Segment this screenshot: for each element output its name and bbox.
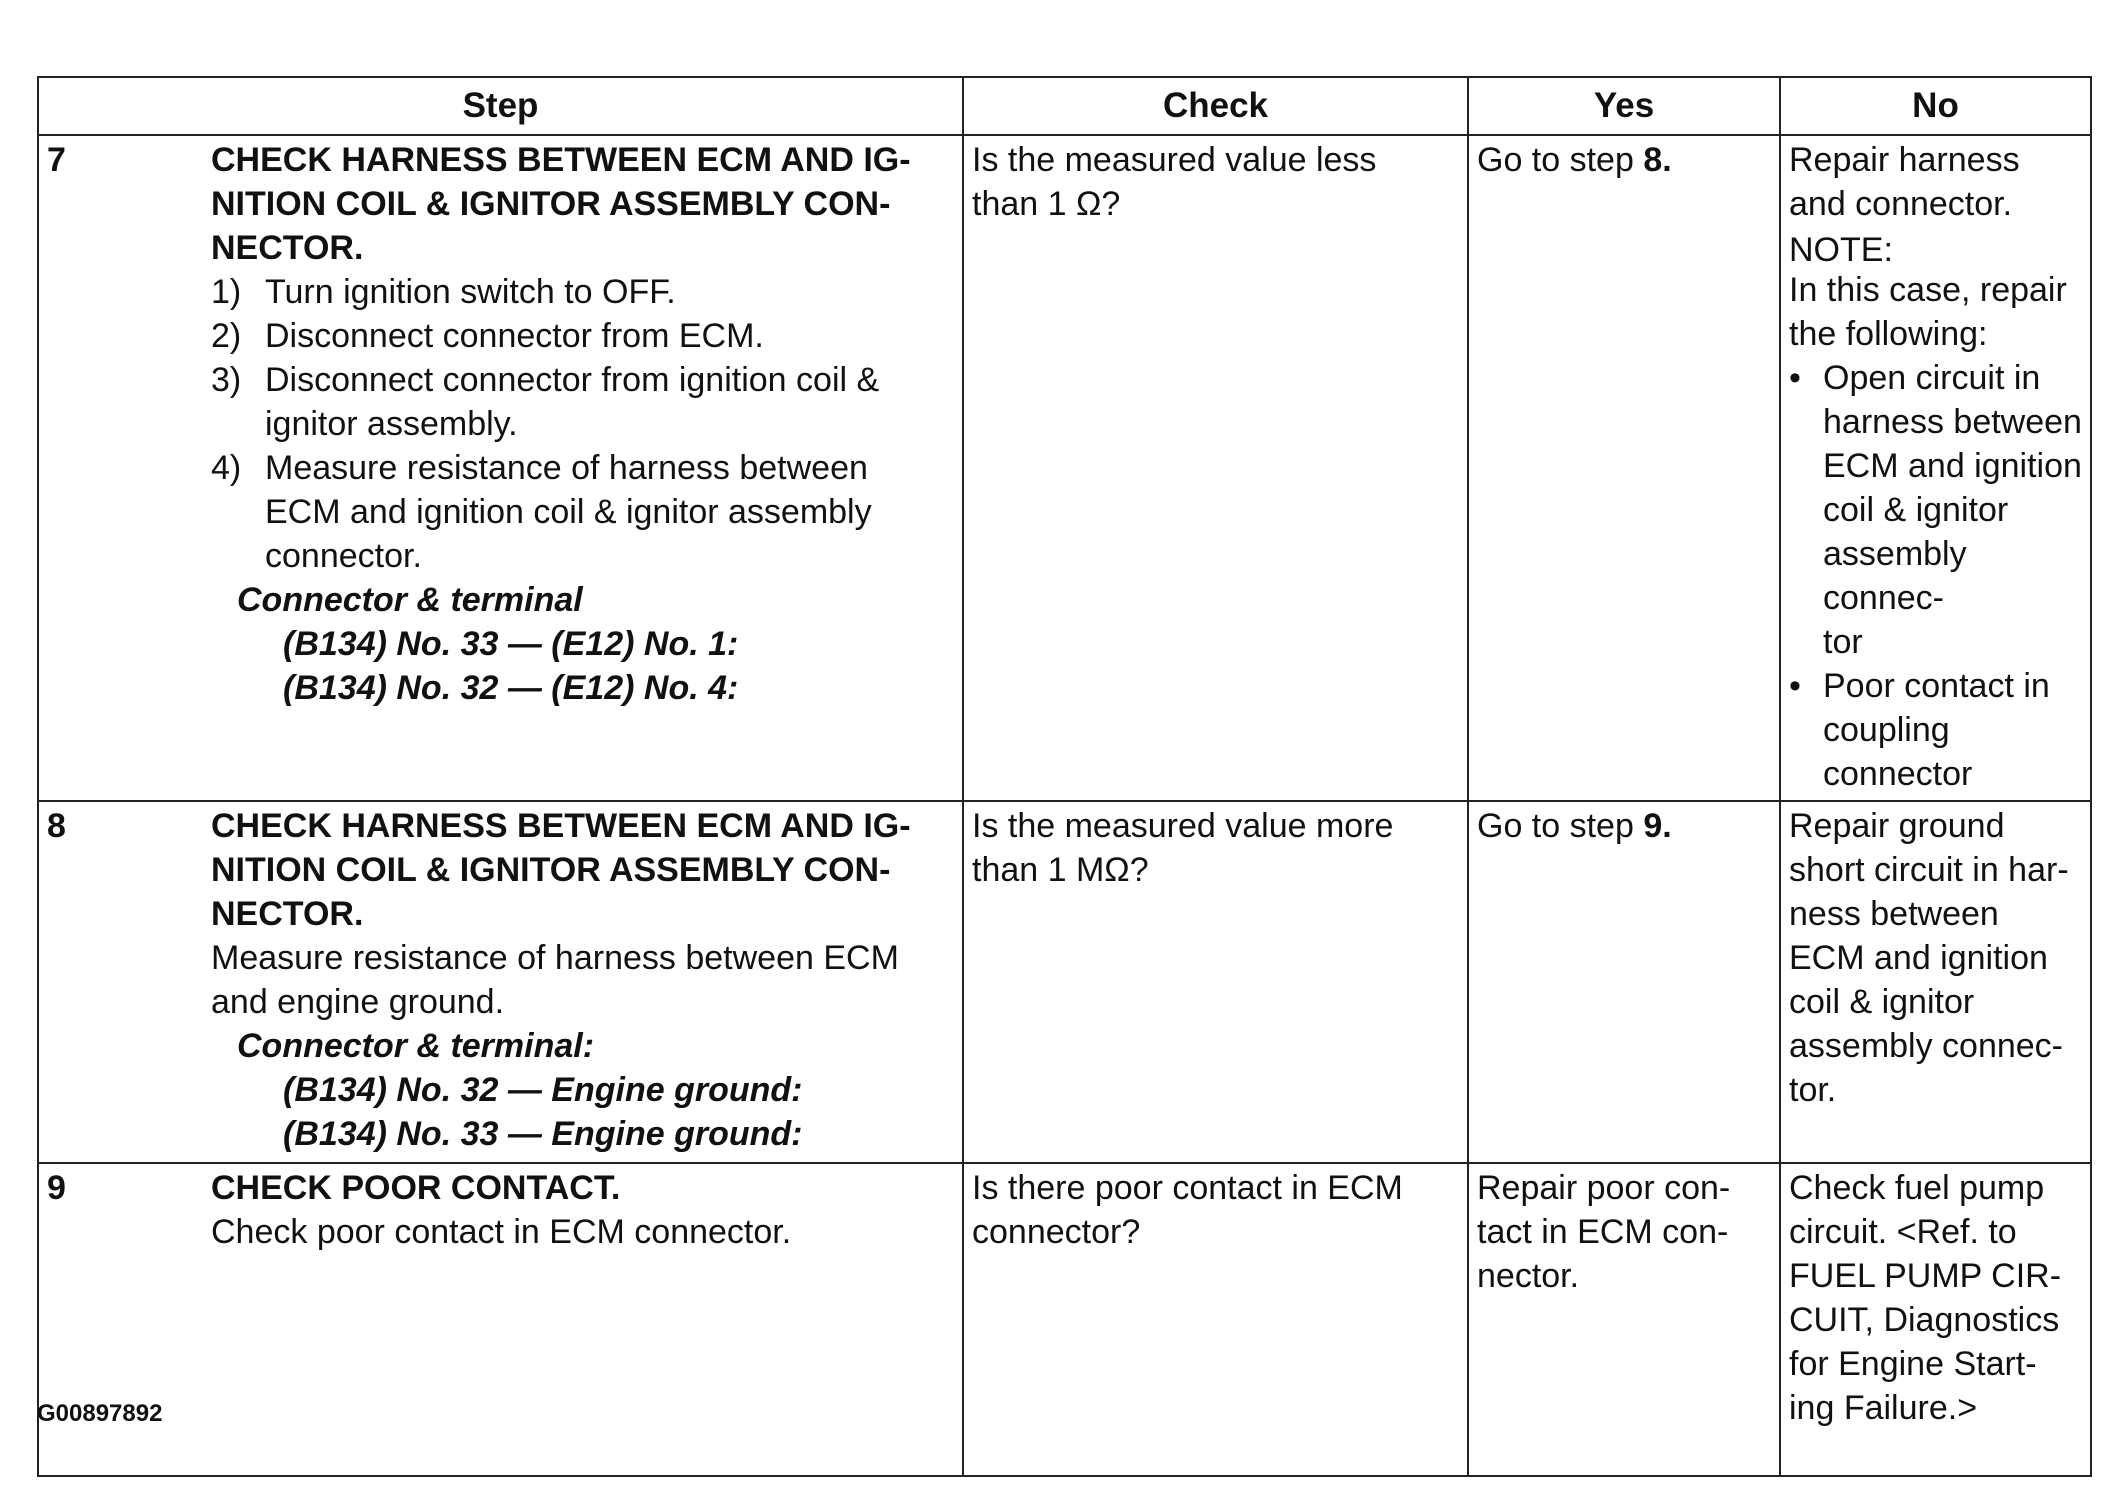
connector-line: (B134) No. 33 — Engine ground: [283, 1115, 803, 1153]
step-body [211, 804, 956, 1156]
check-cell [963, 801, 1468, 1163]
yes-step-ref: 9. [1643, 807, 1672, 845]
check-cell [963, 135, 1468, 801]
table-header-row [38, 77, 2091, 135]
procedure-index: 3) [211, 361, 242, 399]
yes-action: Repair poor con- tact in ECM con- nector. [1477, 1169, 1731, 1295]
connector-line: (B134) No. 32 — Engine ground: [283, 1071, 803, 1109]
header-yes: Yes [1468, 77, 1780, 135]
bullet-icon: • [1789, 667, 1801, 705]
step-title: CHECK HARNESS BETWEEN ECM AND IG- NITION COIL & IGNITOR ASSEMBLY CON- NECTOR. [211, 807, 911, 933]
procedure-text: Disconnect connector from ignition coil & ignitor assembly. [265, 361, 880, 443]
check-question: Is the measured value less than 1 Ω? [972, 141, 1377, 223]
yes-prefix: Go to step [1477, 807, 1644, 845]
procedure-index: 1) [211, 273, 242, 311]
yes-cell [1468, 1163, 1780, 1476]
procedure-index: 2) [211, 317, 242, 355]
procedure-text: Disconnect connector from ECM. [265, 317, 764, 355]
list-item [211, 446, 952, 578]
step-number: 9 [47, 1169, 66, 1207]
table-row [38, 135, 2091, 801]
step-description: Check poor contact in ECM connector. [211, 1213, 792, 1251]
step-cell [38, 135, 963, 801]
check-question: Is the measured value more than 1 MΩ? [972, 807, 1394, 889]
list-item [1789, 664, 2084, 796]
no-action: Repair harness and connector. [1789, 141, 2020, 223]
connector-title: Connector & terminal [237, 581, 583, 619]
step-body [211, 138, 956, 710]
step-title: CHECK POOR CONTACT. [211, 1169, 621, 1207]
list-item [211, 358, 952, 446]
step-cell [38, 1163, 963, 1476]
connector-title: Connector & terminal: [237, 1027, 595, 1065]
procedure-index: 4) [211, 449, 242, 487]
yes-step-ref: 8. [1643, 141, 1672, 179]
list-item [211, 314, 952, 358]
procedure-text: Measure resistance of harness between ECM and ignition coil & ignitor assembly connector. [265, 449, 872, 575]
check-cell [963, 1163, 1468, 1476]
list-item [1789, 356, 2084, 664]
check-question: Is there poor contact in ECM connector? [972, 1169, 1403, 1251]
yes-prefix: Go to step [1477, 141, 1644, 179]
no-action: Repair ground short circuit in har- ness between ECM and ignition coil & ignitor assembly connec- tor. [1789, 807, 2069, 1109]
procedure-list [211, 270, 952, 578]
step-number: 7 [47, 141, 66, 179]
step-number: 8 [47, 807, 66, 845]
step-title: CHECK HARNESS BETWEEN ECM AND IG- NITION COIL & IGNITOR ASSEMBLY CON- NECTOR. [211, 141, 911, 267]
list-item [211, 270, 952, 314]
table-row [38, 801, 2091, 1163]
header-step: Step [38, 77, 963, 135]
step-cell [38, 801, 963, 1163]
yes-cell [1468, 135, 1780, 801]
yes-cell [1468, 801, 1780, 1163]
header-no: No [1780, 77, 2091, 135]
document-id: G00897892 [37, 1400, 163, 1427]
note-label: NOTE: [1789, 231, 1893, 269]
step-body [211, 1166, 956, 1254]
note-text: In this case, repair the following: [1789, 271, 2067, 353]
yes-action [1477, 804, 1773, 848]
no-cell [1780, 1163, 2091, 1476]
procedure-text: Turn ignition switch to OFF. [265, 273, 676, 311]
header-check: Check [963, 77, 1468, 135]
step-description: Measure resistance of harness between ECM and engine ground. [211, 939, 899, 1021]
table-row [38, 1163, 2091, 1476]
connector-line: (B134) No. 33 — (E12) No. 1: [283, 625, 739, 663]
no-cell [1780, 135, 2091, 801]
diagnostic-table [37, 76, 2092, 1477]
connector-line: (B134) No. 32 — (E12) No. 4: [283, 669, 739, 707]
bullet-text: Poor contact in coupling connector [1823, 667, 2050, 793]
bullet-icon: • [1789, 359, 1801, 397]
yes-action [1477, 138, 1773, 182]
no-cell [1780, 801, 2091, 1163]
no-action: Check fuel pump circuit. <Ref. to FUEL PUMP CIR- CUIT, Diagnostics for Engine Start- ing Failure.> [1789, 1169, 2062, 1427]
bullet-text: Open circuit in harness between ECM and ignition coil & ignitor assembly connec- tor [1823, 359, 2082, 661]
